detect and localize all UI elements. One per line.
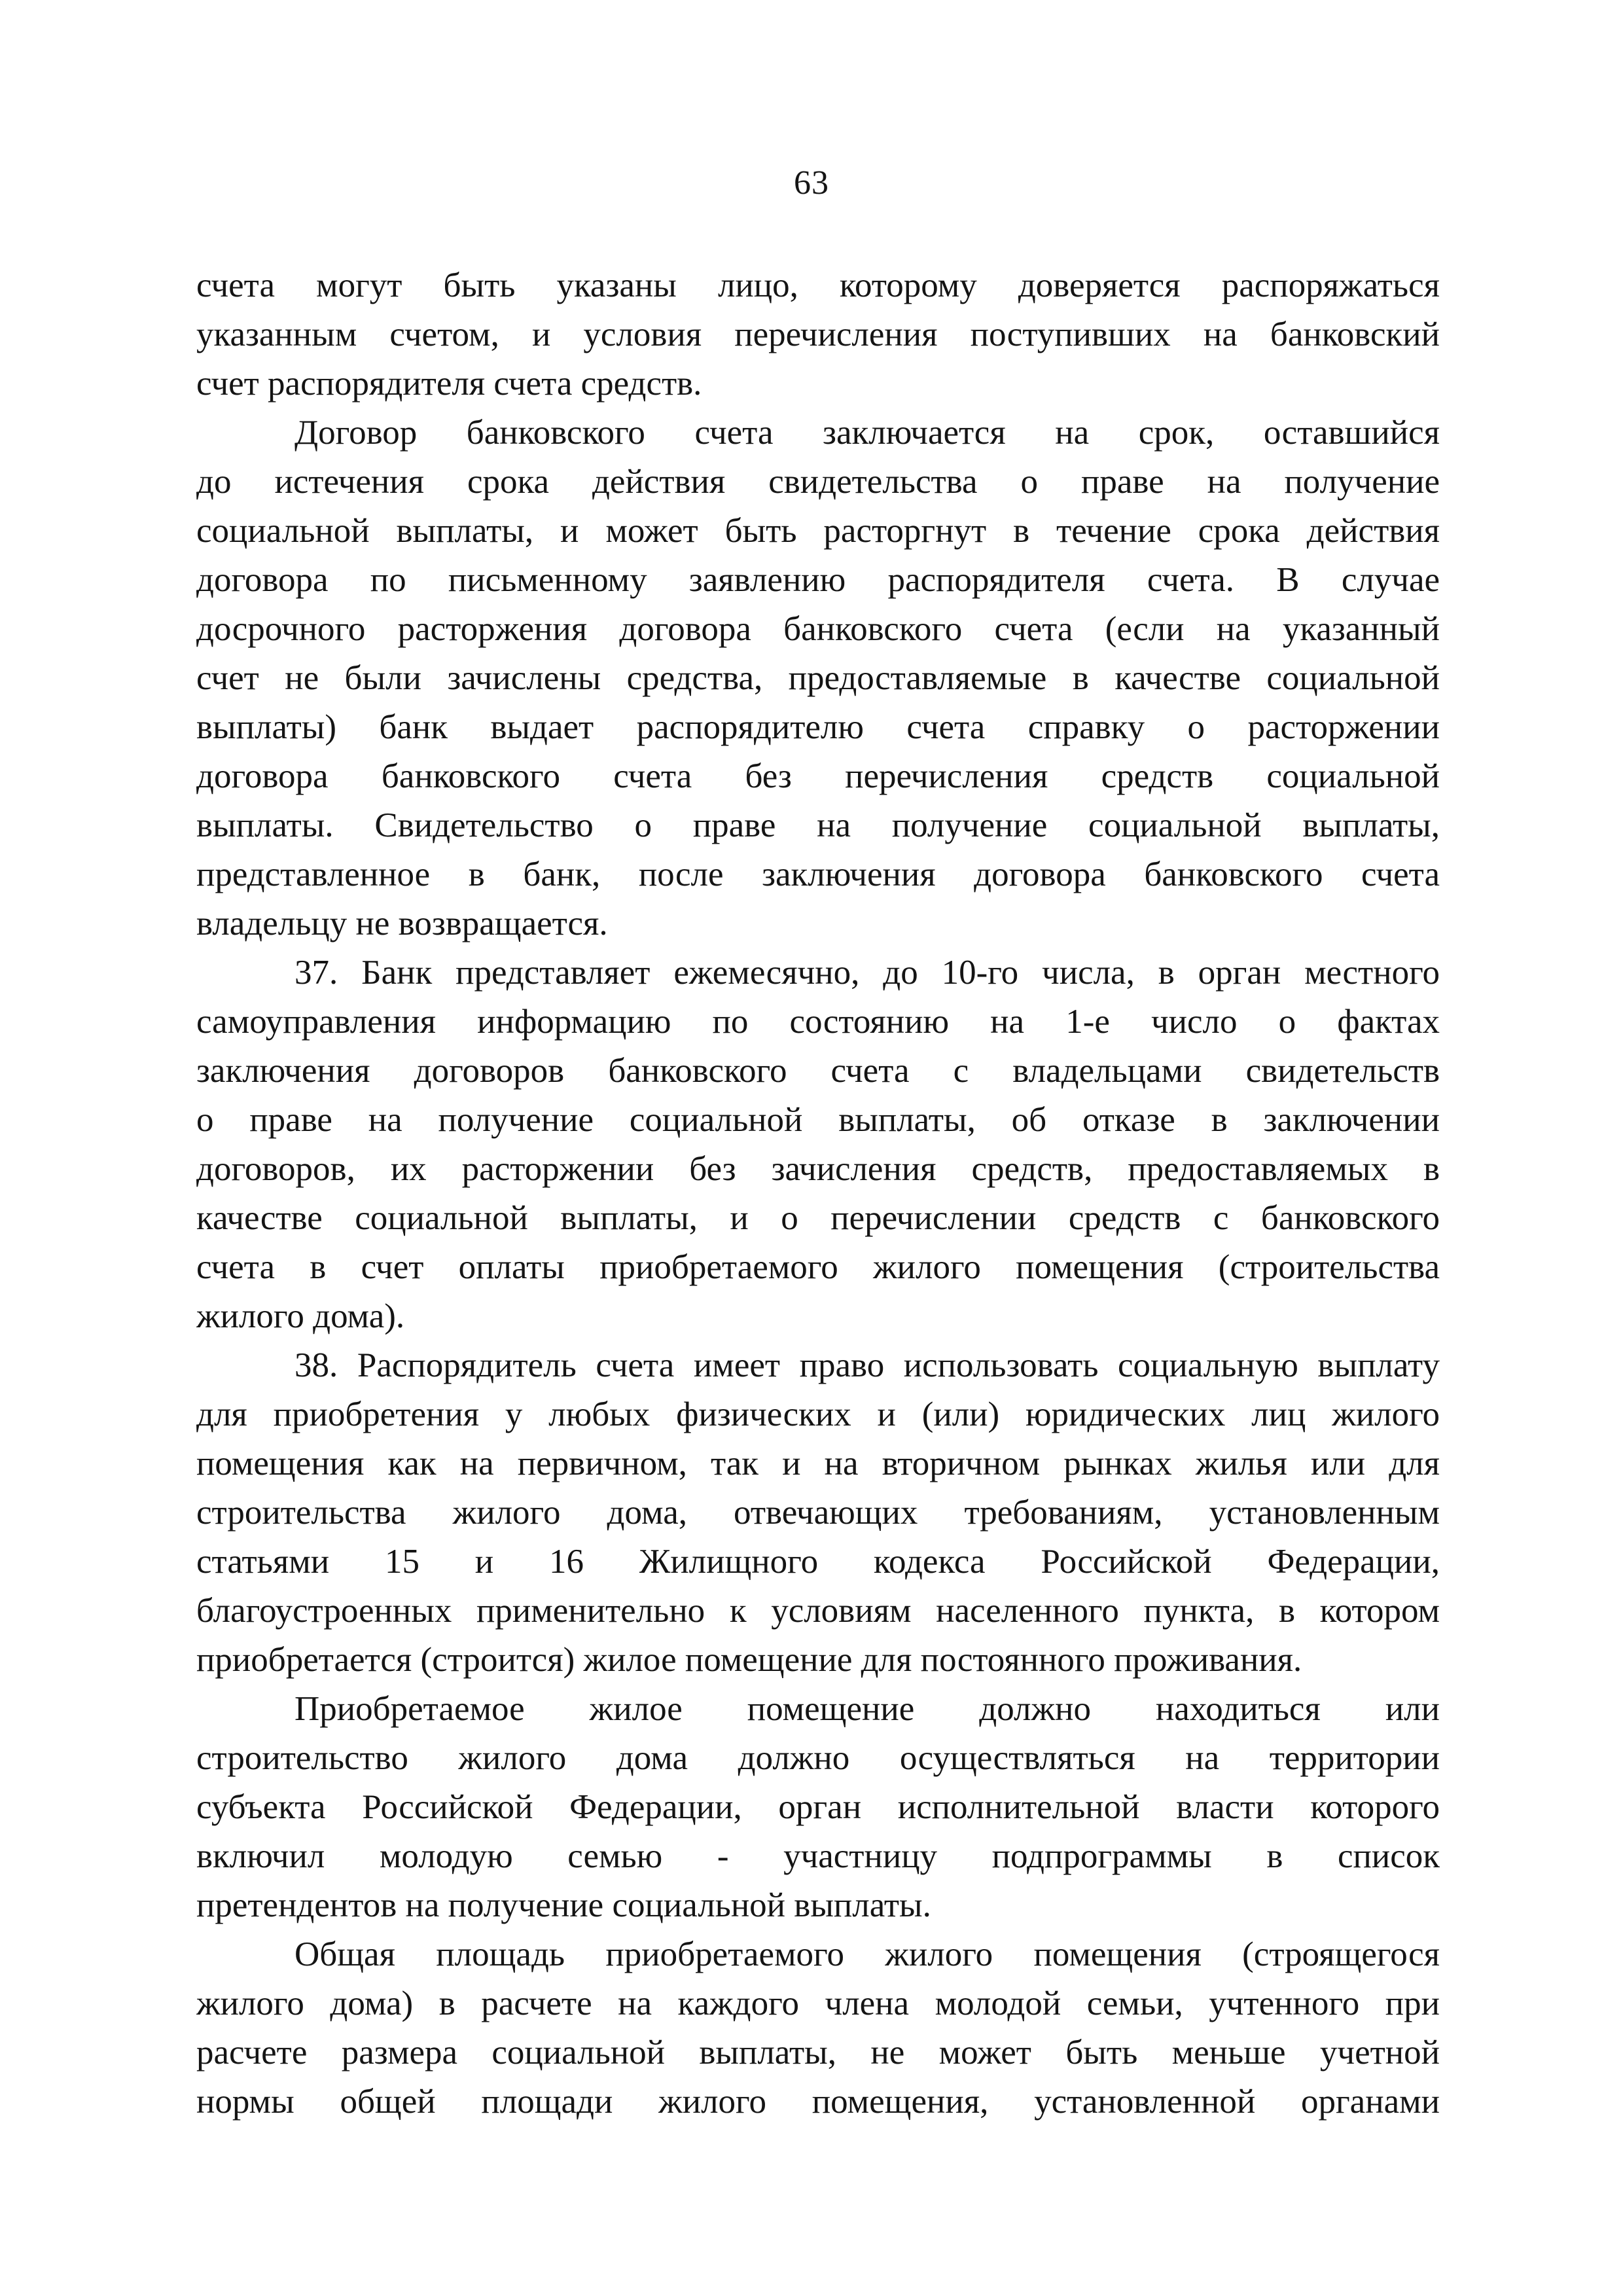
text-line: счет распорядителя счета средств. — [196, 365, 702, 403]
text-line: строительства жилого дома, отвечающих требованиям, установленным — [196, 1494, 1440, 1532]
text-line: владельцу не возвращается. — [196, 905, 608, 942]
text-line: счета в счет оплаты приобретаемого жилого помещения (строительства — [196, 1248, 1440, 1286]
text-line: претендентов на получение социальной выплаты. — [196, 1886, 931, 1924]
text-line: до истечения срока действия свидетельства о праве на получение — [196, 463, 1440, 501]
text-line: заключения договоров банковского счета с владельцами свидетельств — [196, 1052, 1440, 1090]
page-number: 63 — [794, 164, 829, 202]
text-line: социальной выплаты, и может быть расторгнут в течение срока действия — [196, 512, 1440, 550]
text-line: нормы общей площади жилого помещения, установленной органами — [196, 2083, 1440, 2121]
document-body — [196, 261, 1440, 2126]
text-line: благоустроенных применительно к условиям населенного пункта, в котором — [196, 1592, 1440, 1630]
text-line: строительство жилого дома должно осуществляться на территории — [196, 1739, 1440, 1777]
text-line: помещения как на первичном, так и на вторичном рынках жилья или для — [196, 1444, 1440, 1482]
paragraph — [196, 1685, 1440, 1930]
text-line: статьями 15 и 16 Жилищного кодекса Российской Федерации, — [196, 1543, 1440, 1581]
paragraph — [196, 1341, 1440, 1685]
paragraph — [196, 261, 1440, 408]
paragraph — [196, 408, 1440, 948]
text-line: выплаты) банк выдает распорядителю счета справку о расторжении — [196, 708, 1440, 746]
text-line: Приобретаемое жилое помещение должно находиться или — [294, 1690, 1440, 1728]
text-line: 38. Распорядитель счета имеет право использовать социальную выплату — [294, 1346, 1440, 1384]
text-line: Договор банковского счета заключается на срок, оставшийся — [294, 414, 1440, 452]
paragraph — [196, 1930, 1440, 2126]
text-line: включил молодую семью - участницу подпрограммы в список — [196, 1837, 1440, 1875]
text-line: приобретается (строится) жилое помещение для постоянного проживания. — [196, 1641, 1302, 1679]
text-line: Общая площадь приобретаемого жилого помещения (строящегося — [294, 1935, 1440, 1973]
text-line: счета могут быть указаны лицо, которому доверяется распоряжаться — [196, 266, 1440, 304]
text-line: жилого дома) в расчете на каждого члена молодой семьи, учтенного при — [196, 1984, 1440, 2022]
text-line: 37. Банк представляет ежемесячно, до 10-го числа, в орган местного — [294, 954, 1440, 992]
text-line: о праве на получение социальной выплаты, об отказе в заключении — [196, 1101, 1440, 1139]
text-line: договора банковского счета без перечисления средств социальной — [196, 757, 1440, 795]
text-line: расчете размера социальной выплаты, не может быть меньше учетной — [196, 2034, 1440, 2072]
text-line: договоров, их расторжении без зачисления средств, предоставляемых в — [196, 1150, 1440, 1188]
text-line: представленное в банк, после заключения договора банковского счета — [196, 855, 1440, 893]
text-line: выплаты. Свидетельство о праве на получение социальной выплаты, — [196, 806, 1440, 844]
text-line: счет не были зачислены средства, предоставляемые в качестве социальной — [196, 659, 1440, 697]
text-line: субъекта Российской Федерации, орган исполнительной власти которого — [196, 1788, 1440, 1826]
text-line: жилого дома). — [196, 1297, 405, 1335]
text-line: договора по письменному заявлению распорядителя счета. В случае — [196, 561, 1440, 599]
text-line: досрочного расторжения договора банковского счета (если на указанный — [196, 610, 1440, 648]
text-line: качестве социальной выплаты, и о перечислении средств с банковского — [196, 1199, 1440, 1237]
text-line: самоуправления информацию по состоянию на 1-е число о фактах — [196, 1003, 1440, 1041]
text-line: для приобретения у любых физических и (или) юридических лиц жилого — [196, 1395, 1440, 1433]
paragraph — [196, 948, 1440, 1341]
text-line: указанным счетом, и условия перечисления поступивших на банковский — [196, 315, 1440, 353]
